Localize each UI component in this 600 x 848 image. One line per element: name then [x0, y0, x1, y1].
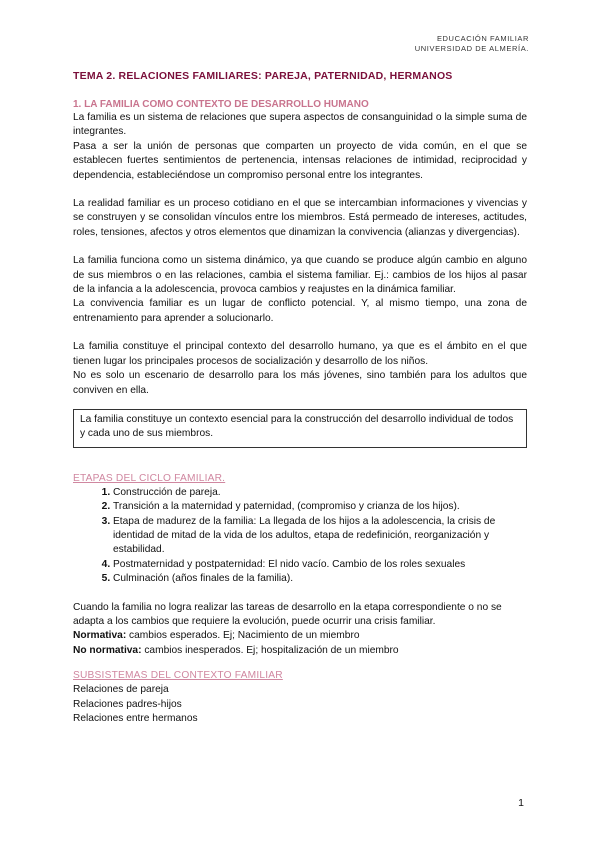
normativa-line	[73, 629, 527, 643]
paragraph: La familia constituye el principal contexto del desarrollo humano, ya que es el ámbito en el que tienen lugar los principales procesos de socialización y desarrollo de los niños.	[73, 341, 527, 367]
etapas-heading: ETAPAS DEL CICLO FAMILIAR.	[73, 472, 226, 484]
list-item: 5. Culminación (años finales de la familia).	[113, 572, 527, 586]
etapas-list	[73, 486, 527, 587]
paragraph: La familia es un sistema de relaciones que supera aspectos de consanguinidad o la simple suma de integrantes.	[73, 112, 527, 138]
document-title: TEMA 2. RELACIONES FAMILIARES: PAREJA, PATERNIDAD, HERMANOS	[73, 70, 453, 82]
document-header	[415, 34, 529, 54]
paragraph: Cuando la familia no logra realizar las tareas de desarrollo en la etapa correspondiente o no se adapta a los cambios que requiere la evolución, puede ocurrir una crisis familiar.	[73, 601, 502, 627]
list-item: 2. Transición a la maternidad y paternidad, (compromiso y crianza de los hijos).	[113, 500, 527, 514]
list-item: 3. Etapa de madurez de la familia: La llegada de los hijos a la adolescencia, la crisis de identidad de mitad de la vida de los adultos, etapa de redefinición, reorganización y estabilidad.	[113, 515, 527, 558]
normativa-label: Normativa:	[73, 630, 127, 642]
normativa-text: cambios esperados. Ej; Nacimiento de un miembro	[126, 630, 360, 642]
highlight-box	[73, 409, 527, 448]
no-normativa-line	[73, 644, 527, 658]
subsistemas-heading: SUBSISTEMAS DEL CONTEXTO FAMILIAR	[73, 670, 283, 682]
paragraph: La familia funciona como un sistema dinámico, ya que cuando se produce algún cambio en alguno de sus miembros o en las relaciones, cambia el sistema familiar. Ej.: cambios de los hijos al pasar de la infancia a la adolescencia, provoca cambios y reajustes en la dinámica familiar.	[73, 255, 527, 296]
no-normativa-label: No normativa:	[73, 644, 142, 656]
list-item: Relaciones de pareja	[73, 684, 169, 696]
list-item: Relaciones entre hermanos	[73, 713, 198, 724]
no-normativa-text: cambios inesperados. Ej; hospitalización de un miembro	[141, 644, 399, 656]
highlight-text: La familia constituye un contexto esencial para la construcción del desarrollo individual de todos y cada uno de sus miembros.	[80, 413, 514, 440]
header-line-2: UNIVERSIDAD DE ALMERÍA.	[414, 44, 529, 53]
list-item: 1. Construcción de pareja.	[113, 486, 527, 500]
paragraph: No es solo un escenario de desarrollo para los más jóvenes, sino también para los adultos que conviven en ella.	[73, 370, 527, 396]
list-item: 4. Postmaternidad y postpaternidad: El nido vacío. Cambio de los roles sexuales	[113, 558, 527, 572]
header-line-1: EDUCACIÓN FAMILIAR	[436, 34, 529, 43]
paragraph: La realidad familiar es un proceso cotidiano en el que se intercambian informaciones y vivencias y se construyen y se consolidan vínculos entre los miembros. Está permeado de intereses, actitudes, roles, tensiones, afectos y otros elementos que dinamizan la convivencia (alianzas y divergencias).	[73, 198, 527, 238]
paragraph: La convivencia familiar es un lugar de conflicto potencial. Y, al mismo tiempo, una zona de entrenamiento para aprender a solucionarlo.	[73, 298, 527, 324]
list-item: Relaciones padres-hijos	[73, 698, 182, 710]
page-number: 1	[518, 797, 524, 809]
paragraph: Pasa a ser la unión de personas que comparten un proyecto de vida común, en el que se establecen fuertes sentimientos de pertenencia, intensas relaciones de intimidad, reciprocidad y dependencia, estableciéndose un compromiso personal entre los integrantes.	[73, 140, 527, 181]
page-content	[73, 70, 527, 726]
section-1-heading: 1. LA FAMILIA COMO CONTEXTO DE DESARROLLO HUMANO	[73, 99, 369, 110]
